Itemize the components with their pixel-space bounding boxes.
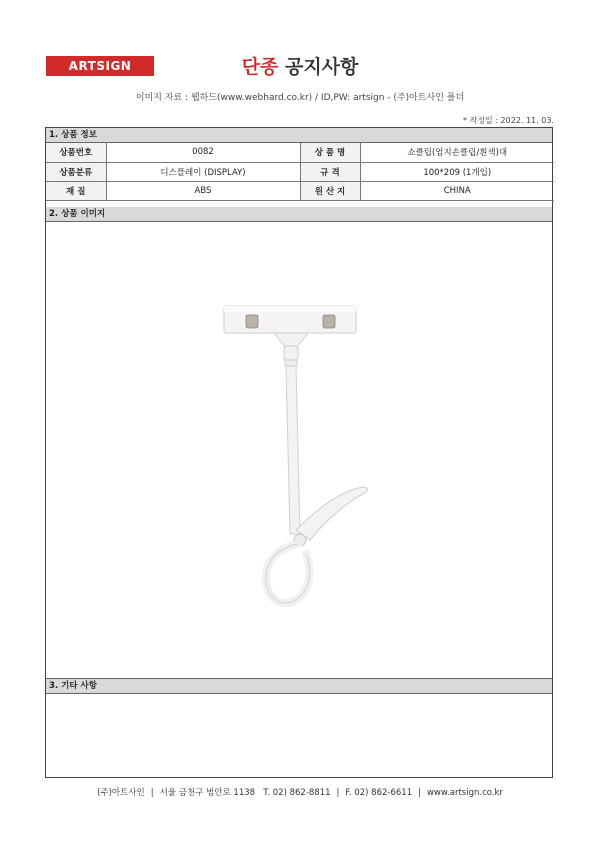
value-origin: CHINA — [360, 181, 554, 200]
table-row — [46, 143, 554, 162]
title-rest: 공지사항 — [278, 56, 359, 78]
footer-separator: | — [336, 788, 340, 798]
label-material: 재 질 — [46, 181, 106, 200]
footer-separator: | — [418, 788, 421, 798]
title-accent: 단종 — [241, 56, 279, 78]
footer-separator: | — [150, 788, 154, 798]
label-product-no: 상품번호 — [46, 143, 106, 162]
product-image — [196, 282, 396, 642]
section-header-other: 3. 기타 사항 — [46, 679, 552, 694]
value-material: ABS — [106, 181, 300, 200]
footer-web: www.artsign.co.kr — [426, 788, 503, 798]
artsign-logo: ARTSIGN — [46, 56, 154, 76]
value-category: 디스플레이 (DISPLAY) — [106, 162, 300, 181]
footer — [0, 786, 600, 798]
section-header-info: 1. 상품 정보 — [46, 128, 552, 143]
footer-tel: T. 02) 862-8811 — [263, 788, 331, 798]
table-row — [46, 181, 554, 200]
label-size: 규 격 — [300, 162, 360, 181]
footer-fax: F. 02) 862-6611 — [345, 788, 413, 798]
section-header-image: 2. 상품 이미지 — [46, 207, 552, 222]
page-title — [0, 52, 600, 79]
footer-address: 서울 금천구 범안로 1138 — [159, 788, 256, 798]
value-size: 100*209 (1개입) — [360, 162, 554, 181]
notice-frame — [45, 127, 553, 778]
written-date: * 작성일 : 2022. 11. 03. — [463, 116, 554, 125]
label-origin: 원 산 지 — [300, 181, 360, 200]
table-row — [46, 162, 554, 181]
footer-company: (주)아트사인 — [97, 788, 145, 798]
product-image-area — [46, 222, 552, 679]
image-source-note: 이미지 자료 : 웹하드(www.webhard.co.kr) / ID,PW: artsign - (주)아트사인 폴더 — [135, 93, 465, 103]
value-product-no: 0082 — [106, 143, 300, 162]
label-product-name: 상 품 명 — [300, 143, 360, 162]
product-info-table — [46, 143, 554, 201]
label-category: 상품분류 — [46, 162, 106, 181]
value-product-name: 쇼클립(엄지손클립/흰색)대 — [360, 143, 554, 162]
